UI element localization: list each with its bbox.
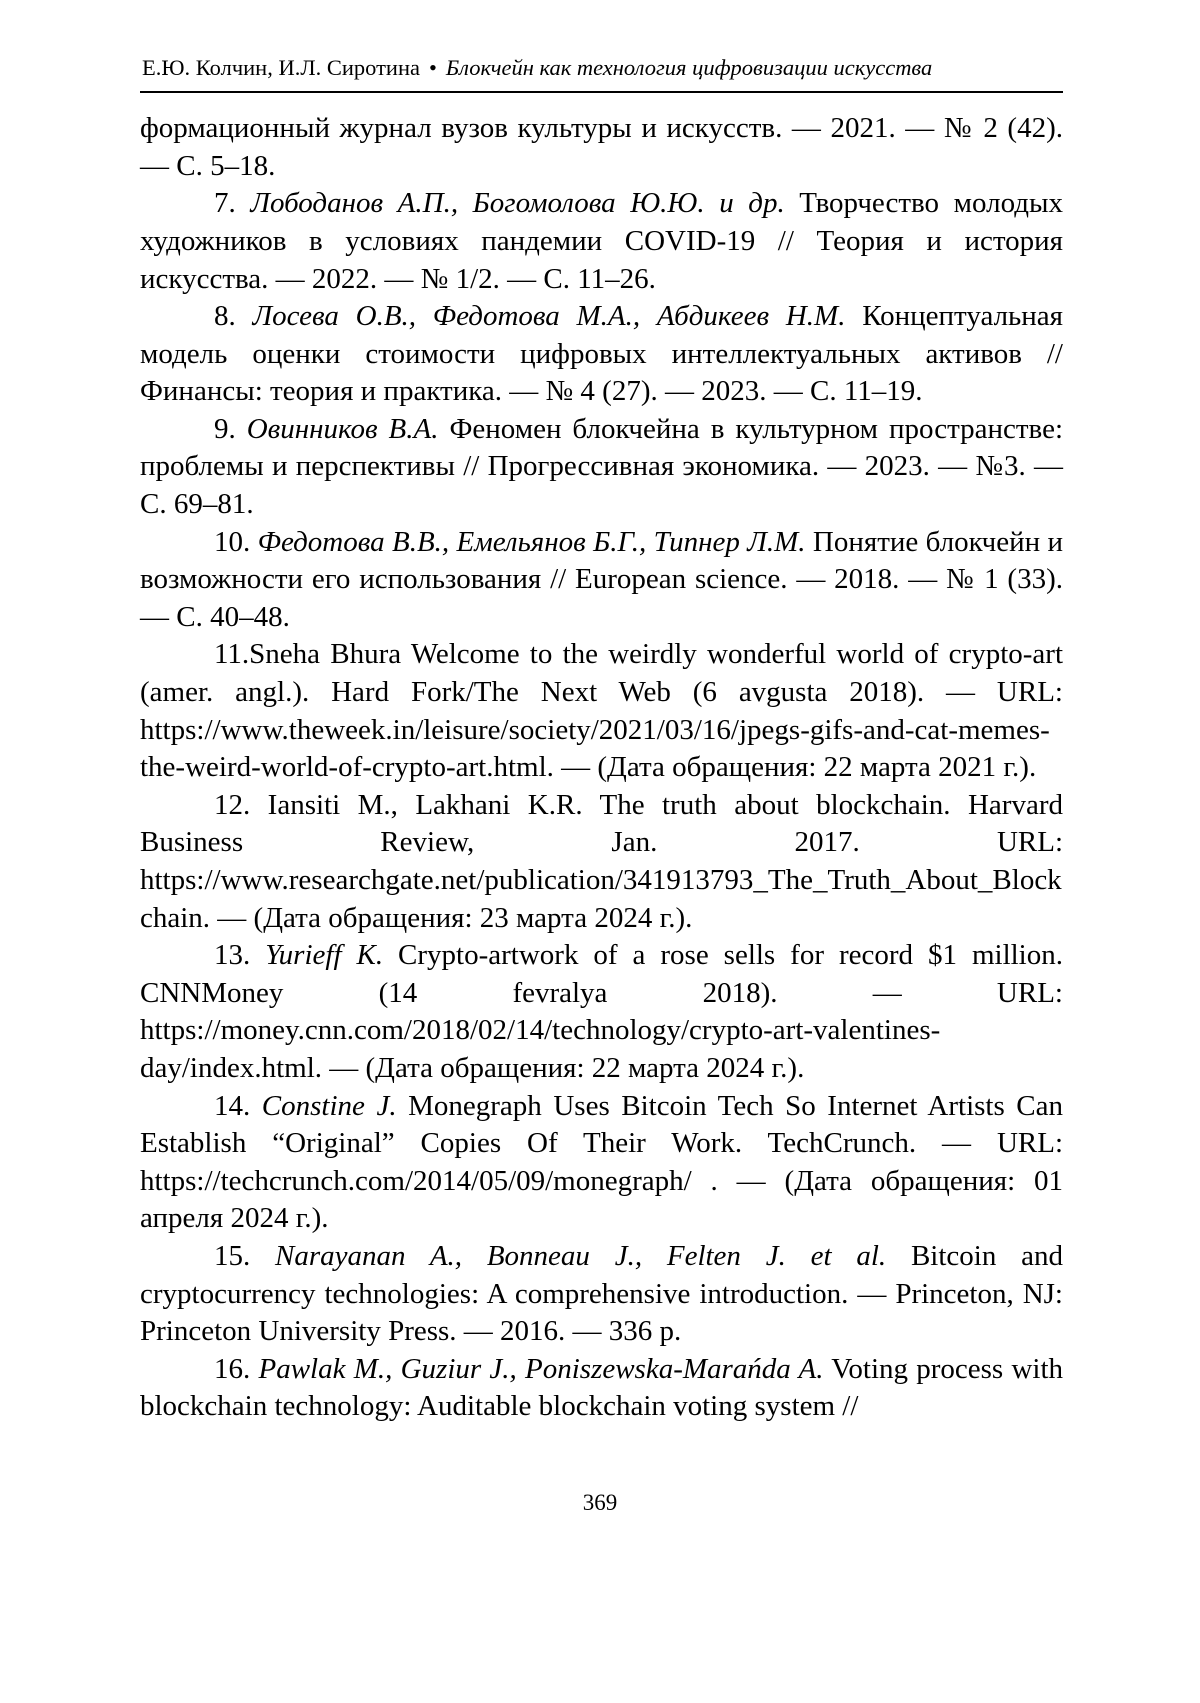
reference-paragraph [140, 110, 1063, 185]
reference-text: Bitcoin and cryptocurrency technologies: A comprehensive introduction. — Princeton, NJ: Princeton University Press. — 2016. — 336 p. [140, 1239, 1064, 1348]
reference-paragraph [140, 1351, 1063, 1426]
reference-text: Voting process with blockchain technology: Auditable blockchain voting system // [140, 1352, 1064, 1423]
header-authors: Е.Ю. Колчин, И.Л. Сиротина [142, 55, 420, 80]
reference-authors: Федотова В.В., Емельянов Б.Г., Типнер Л.М. [257, 525, 806, 558]
reference-paragraph [140, 787, 1063, 937]
reference-text: формационный журнал вузов культуры и искусств. — 2021. — № 2 (42). — С. 5–18. [140, 112, 1063, 182]
reference-text: 11.Sneha Bhura Welcome to the weirdly wonderful world of crypto-art (amer. angl.). Hard Fork/The Next Web (6 avgusta 2018). — URL: https://www.theweek.in/leisure/society/2021/03/16/jpegs-gifs-and-cat-memes-the-weird-world-of-crypto-art.html. — (Дата обращения: 22 марта 2021 г.). [140, 638, 1063, 784]
reference-authors: Yurieff K. [265, 939, 384, 972]
reference-text: 8. [214, 300, 253, 333]
header-separator-icon: • [429, 55, 437, 80]
reference-paragraph [140, 1238, 1063, 1351]
reference-authors: Лободанов А.П., Богомолова Ю.Ю. и др. [250, 187, 785, 220]
header-article-title: Блокчейн как технология цифровизации искусства [445, 55, 933, 80]
reference-paragraph [140, 298, 1063, 411]
reference-paragraph [140, 411, 1063, 524]
running-header [140, 50, 1063, 93]
reference-paragraph [140, 185, 1063, 298]
reference-text: Понятие блокчейн и возможности его использования // European science. — 2018. — № 1 (33). — С. 40–48. [140, 525, 1064, 633]
references-list [140, 110, 1063, 1426]
page-number: 369 [582, 1490, 618, 1515]
reference-text: 9. [214, 412, 247, 445]
reference-paragraph [140, 937, 1063, 1087]
reference-authors: Constine J. [261, 1089, 397, 1122]
reference-text: 10. [214, 525, 258, 558]
reference-text: Феномен блокчейна в культурном пространстве: проблемы и перспективы // Прогрессивная экономика. — 2023. — №3. — С. 69–81. [140, 412, 1064, 521]
reference-text: 7. [214, 187, 251, 220]
reference-text: Monegraph Uses Bitcoin Tech So Internet Artists Can Establish “Original” Copies Of Their Work. TechCrunch. — URL: https://techcrunch.com/2014/05/09/monegraph/ . — (Дата обращения: 01 апреля 2024 г.). [140, 1089, 1064, 1235]
reference-text: 12. Iansiti M., Lakhani K.R. The truth about blockchain. Harvard Business Review, Jan. 2017. URL: https://www.researchgate.net/publication/341913793_The_Truth_About_Blockchain. — (Дата обращения: 23 марта 2024 г.). [140, 788, 1063, 934]
reference-text: Концептуальная модель оценки стоимости цифровых интеллектуальных активов //Финансы: теория и практика. — № 4 (27). — 2023. — С. 11–19. [140, 300, 1063, 408]
reference-paragraph [140, 1088, 1063, 1238]
reference-text: 13. [214, 939, 266, 972]
reference-text: 16. [214, 1352, 259, 1385]
reference-text: Творчество молодых художников в условиях пандемии COVID-19 // Теория и история искусства. — 2022. — № 1/2. — С. 11–26. [140, 187, 1063, 295]
reference-paragraph [140, 636, 1063, 786]
reference-authors: Овинников В.А. [246, 412, 439, 445]
reference-authors: Narayanan A., Bonneau J., Felten J. et al. [275, 1239, 887, 1272]
reference-text: Crypto-artwork of a rose sells for record $1 million. CNNMoney (14 fevralya 2018). — URL: https://money.cnn.com/2018/02/14/technology/crypto-art-valentines-day/index.html. — (Дата обращения: 22 марта 2024 г.). [140, 939, 1063, 1084]
reference-authors: Pawlak M., Guziur J., Poniszewska-Marańda A. [258, 1352, 824, 1385]
reference-text: 14. [214, 1089, 262, 1122]
reference-authors: Лосева О.В., Федотова М.А., Абдикеев Н.М. [252, 300, 846, 333]
reference-text: 15. [214, 1239, 276, 1272]
reference-paragraph [140, 524, 1063, 637]
